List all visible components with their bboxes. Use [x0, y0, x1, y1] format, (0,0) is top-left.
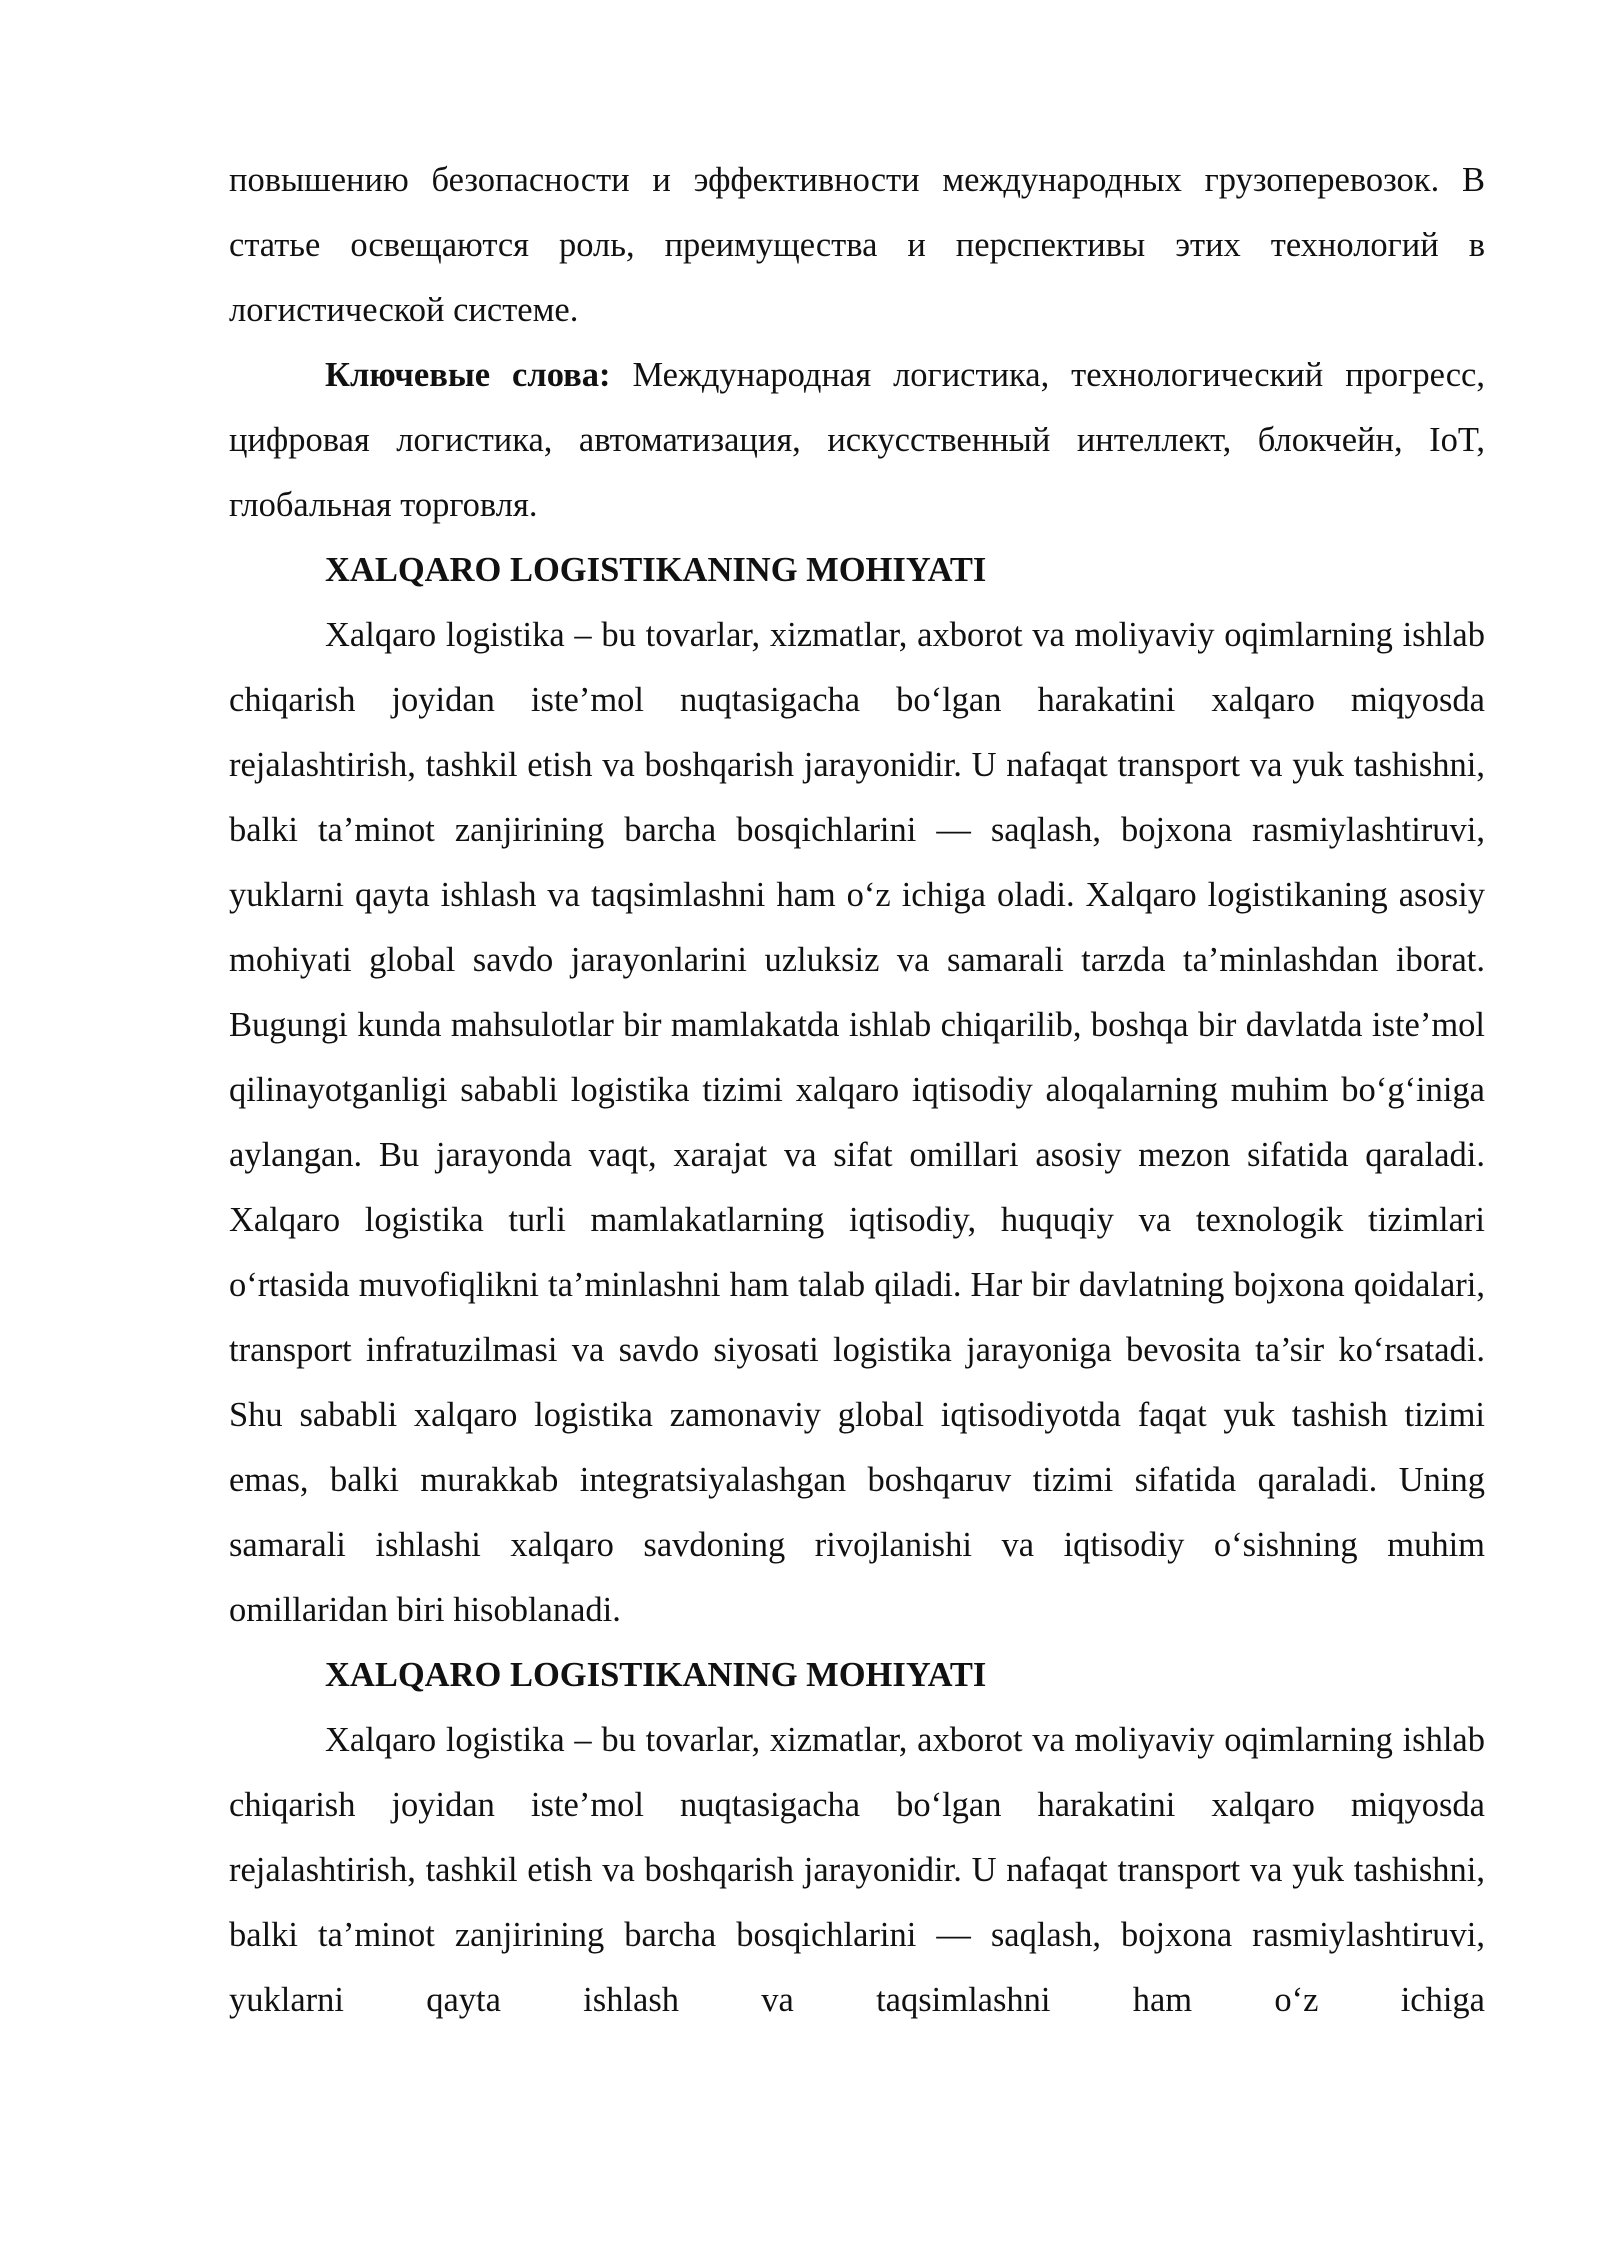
section-body: Xalqaro logistika – bu tovarlar, xizmatlar, axborot va moliyaviy oqimlarning ishlab chiqarish joyidan iste’mol nuqtasigacha bo‘lgan harakatini xalqaro miqyosda rejalashtirish, tashkil etish va boshqarish jarayonidir. U nafaqat transport va yuk tashishni, balki ta’minot zanjirining barcha bosqichlarini — saqlash, bojxona rasmiylashtiruvi, yuklarni qayta ishlash va taqsimlashni ham o‘z ichiga oladi. Xalqaro logistikaning asosiy mohiyati global savdo jarayonlarini uzluksiz va samarali tarzda ta’minlashdan iborat. Bugungi kunda mahsulotlar bir mamlakatda ishlab chiqarilib, boshqa bir davlatda iste’mol qilinayotganligi sababli logistika tizimi xalqaro iqtisodiy aloqalarning muhim bo‘g‘iniga aylangan. Bu jarayonda vaqt, xarajat va sifat omillari asosiy mezon sifatida qaraladi. Xalqaro logistika turli mamlakatlarning iqtisodiy, huquqiy va texnologik tizimlari o‘rtasida muvofiqlikni ta’minlashni ham talab qiladi. Har bir davlatning bojxona qoidalari, transport infratuzilmasi va savdo siyosati logistika jarayoniga bevosita ta’sir ko‘rsatadi. Shu sababli xalqaro logistika zamonaviy global iqtisodiyotda faqat yuk tashish tizimi emas, balki murakkab integratsiyalashgan boshqaruv tizimi sifatida qaraladi. Uning samarali ishlashi xalqaro savdoning rivojlanishi va iqtisodiy o‘sishning muhim omillaridan biri hisoblanadi.: [229, 616, 1485, 1629]
page-content: [229, 148, 1485, 2033]
section-body-repeat: Xalqaro logistika – bu tovarlar, xizmatlar, axborot va moliyaviy oqimlarning ishlab chiqarish joyidan iste’mol nuqtasigacha bo‘lgan harakatini xalqaro miqyosda rejalashtirish, tashkil etish va boshqarish jarayonidir. U nafaqat transport va yuk tashishni, balki ta’minot zanjirining barcha bosqichlarini — saqlash, bojxona rasmiylashtiruvi, yuklarni qayta ishlash va taqsimlashni ham o‘z ichiga: [229, 1721, 1485, 2019]
keywords-paragraph: [229, 343, 1485, 538]
abstract-continuation: повышению безопасности и эффективности международных грузоперевозок. В статье освещаются роль, преимущества и перспективы этих технологий в логистической системе.: [229, 161, 1485, 329]
keywords-text: Международная логистика, технологический прогресс, цифровая логистика, автоматизация, искусственный интеллект, блокчейн, IoT, глобальная торговля.: [229, 356, 1485, 524]
section-heading: XALQARO LOGISTIKANING MOHIYATI: [325, 551, 987, 589]
keywords-label: Ключевые слова:: [325, 356, 611, 394]
section-heading-repeat: XALQARO LOGISTIKANING MOHIYATI: [325, 1656, 987, 1694]
